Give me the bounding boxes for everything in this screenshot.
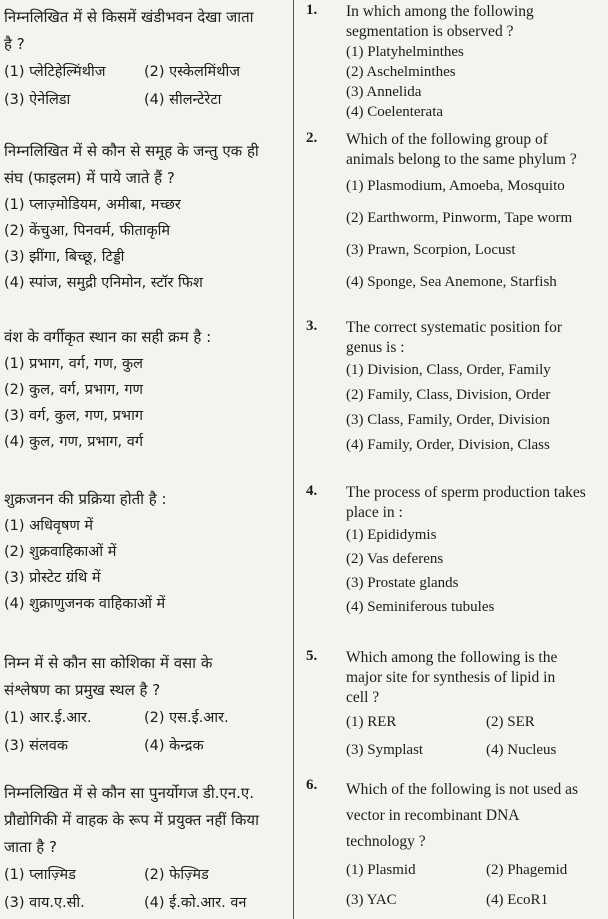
question-stem: निम्नलिखित में से किसमें खंडीभवन देखा जाता है ?: [4, 8, 254, 53]
option-3: (3) प्रोस्टेट ग्रंथि में: [4, 570, 101, 586]
question-stem: The correct systematic position for genus is :: [346, 319, 563, 356]
option-4: (4) Coelenterata: [346, 104, 444, 120]
option-4: (4) Seminiferous tubules: [346, 599, 495, 615]
option-1: (1) अधिवृषण में: [4, 518, 94, 534]
question-stem: In which among the following segmentation is observed ?: [346, 3, 534, 40]
option-1: (1) आर.ई.आर.: [4, 710, 92, 726]
option-3: (3) झींगा, बिच्छू, टिड्डी: [4, 249, 125, 265]
option-2: (2) Family, Class, Division, Order: [346, 387, 551, 403]
option-2: (2) एस्केलमिंथीज: [144, 64, 240, 80]
options-row: [4, 58, 286, 86]
options-row: [4, 889, 286, 917]
options-row: [346, 885, 608, 915]
option-2: (2) केंचुआ, पिनवर्म, फीताकृमि: [4, 223, 171, 239]
option-1: (1) प्लाज़्मिड: [4, 867, 76, 883]
option-2: (2) Earthworm, Pinworm, Tape worm: [346, 210, 573, 226]
option-3: (3) Class, Family, Order, Division: [346, 412, 550, 428]
question-stem: वंश के वर्गीकृत स्थान का सही क्रम है :: [4, 328, 212, 346]
hindi-question-4: [4, 486, 286, 617]
hindi-question-1: [4, 4, 286, 114]
option-4: (4) EcoR1: [486, 892, 549, 908]
question-stem: निम्न में से कौन सा कोशिका में वसा के संश्लेषण का प्रमुख स्थल है ?: [4, 654, 213, 699]
option-4: (4) स्पांज, समुद्री एनिमोन, स्टॉर फिश: [4, 275, 203, 291]
option-4: (4) ई.को.आर. वन: [144, 895, 247, 911]
option-2: (2) एस.ई.आर.: [144, 710, 229, 726]
options-row: [4, 861, 286, 889]
option-3: (3) Prostate glands: [346, 575, 459, 591]
option-2: (2) कुल, वर्ग, प्रभाग, गण: [4, 382, 144, 398]
option-3: (3) YAC: [346, 892, 397, 908]
option-2: (2) SER: [486, 714, 535, 730]
option-1: (1) Plasmid: [346, 862, 416, 878]
options-row: [346, 736, 608, 764]
option-3: (3) वाय.ए.सी.: [4, 895, 85, 911]
option-1: (1) प्रभाग, वर्ग, गण, कुल: [4, 356, 144, 372]
option-2: (2) Vas deferens: [346, 551, 444, 567]
options-row: [4, 86, 286, 114]
hindi-question-2: [4, 138, 286, 296]
question-number: 1.: [306, 2, 318, 18]
option-2: (2) फेज़्मिड: [144, 867, 209, 883]
question-number: 3.: [306, 318, 318, 334]
option-3: (3) Symplast: [346, 742, 424, 758]
option-3: (3) Prawn, Scorpion, Locust: [346, 242, 516, 258]
option-3: (3) Annelida: [346, 84, 422, 100]
option-1: (1) RER: [346, 714, 397, 730]
question-stem: The process of sperm production takes place in :: [346, 484, 586, 521]
option-4: (4) शुक्राणुजनक वाहिकाओं में: [4, 596, 166, 612]
options-row: [4, 732, 286, 760]
option-3: (3) वर्ग, कुल, गण, प्रभाग: [4, 408, 144, 424]
question-stem: Which of the following group of animals belong to the same phylum ?: [346, 131, 577, 168]
option-1: (1) Plasmodium, Amoeba, Mosquito: [346, 178, 565, 194]
option-4: (4) कुल, गण, प्रभाग, वर्ग: [4, 434, 144, 450]
hindi-column: [0, 0, 290, 919]
option-1: (1) Platyhelminthes: [346, 44, 464, 60]
question-stem: Which of the following is not used as vector in recombinant DNA technology ?: [346, 781, 579, 850]
option-1: (1) Division, Class, Order, Family: [346, 362, 551, 378]
option-1: (1) प्लाज़्मोडियम, अमीबा, मच्छर: [4, 197, 181, 213]
column-divider: [293, 0, 294, 919]
options-row: [346, 855, 608, 885]
option-4: (4) केन्द्रक: [144, 738, 204, 754]
option-3: (3) संलवक: [4, 738, 68, 754]
hindi-question-6: [4, 780, 286, 917]
question-stem: Which among the following is the major site for synthesis of lipid in cell ?: [346, 649, 558, 706]
question-number: 2.: [306, 130, 318, 146]
question-number: 5.: [306, 648, 318, 664]
option-3: (3) ऐनेलिडा: [4, 92, 71, 108]
option-4: (4) Nucleus: [486, 742, 557, 758]
hindi-question-3: [4, 324, 286, 455]
english-column: [296, 0, 608, 919]
option-1: (1) प्लेटिहेल्मिंथीज: [4, 64, 106, 80]
option-2: (2) Aschelminthes: [346, 64, 456, 80]
option-2: (2) शुक्रवाहिकाओं में: [4, 544, 117, 560]
question-number: 6.: [306, 777, 318, 793]
options-row: [346, 708, 608, 736]
option-1: (1) Epididymis: [346, 527, 437, 543]
option-4: (4) सीलन्टेरेटा: [144, 92, 222, 108]
option-2: (2) Phagemid: [486, 862, 568, 878]
options-row: [4, 704, 286, 732]
option-4: (4) Sponge, Sea Anemone, Starfish: [346, 274, 557, 290]
question-number: 4.: [306, 483, 318, 499]
question-stem: निम्नलिखित में से कौन से समूह के जन्तु एक ही संघ (फाइलम) में पाये जाते हैं ?: [4, 142, 259, 187]
question-stem: शुक्रजनन की प्रक्रिया होती है :: [4, 490, 167, 508]
option-4: (4) Family, Order, Division, Class: [346, 437, 550, 453]
question-stem: निम्नलिखित में से कौन सा पुनर्योगज डी.एन.ए. प्रौद्योगिकी में वाहक के रूप में प्रयुक्त नहीं किया जाता है ?: [4, 784, 259, 856]
hindi-question-5: [4, 650, 286, 760]
